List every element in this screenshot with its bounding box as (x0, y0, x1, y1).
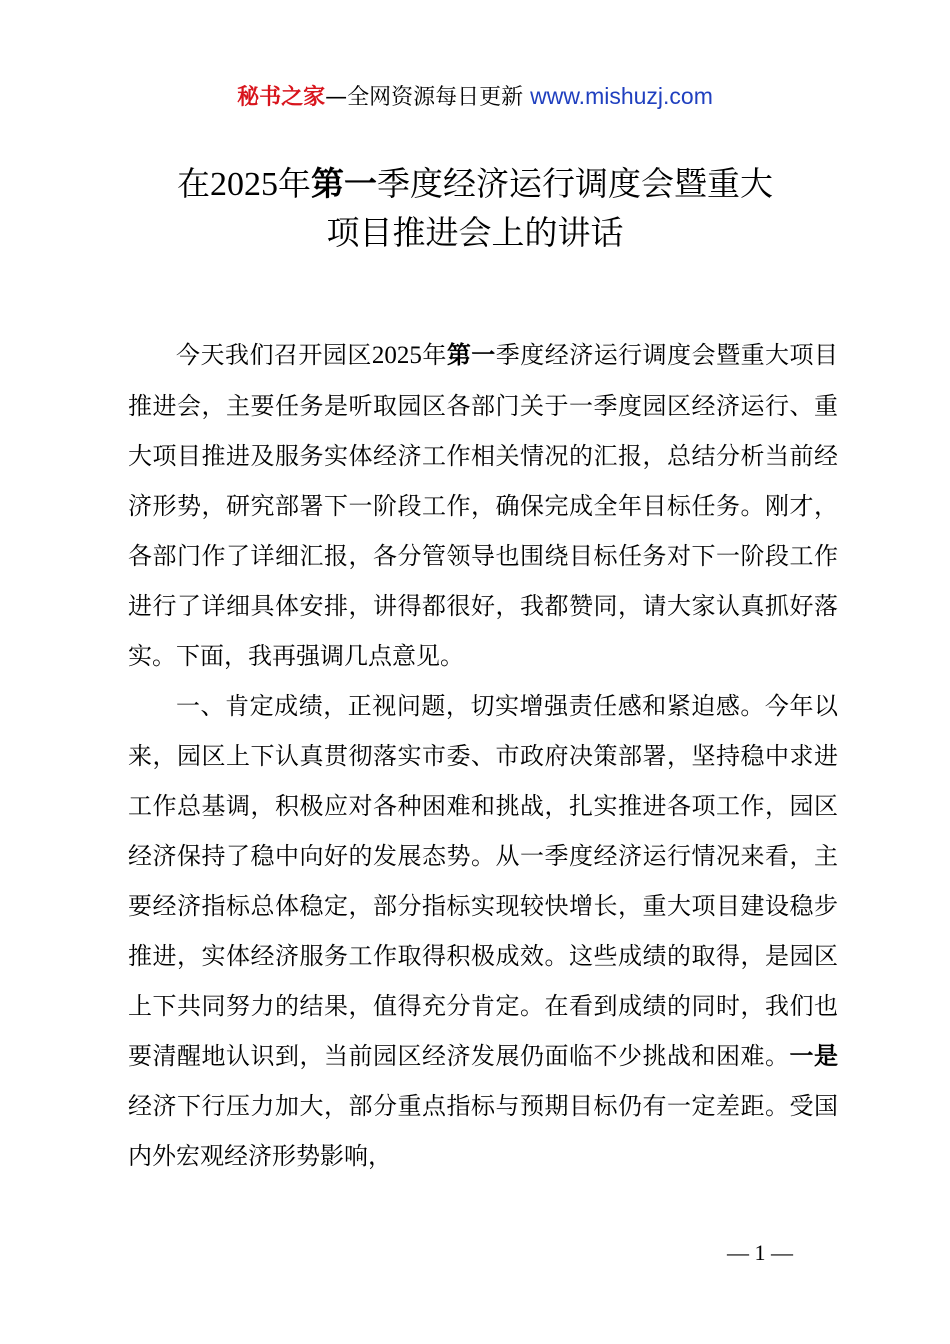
paragraph-year: 2025 (371, 342, 422, 369)
title-text: 年 (278, 164, 311, 203)
title-line-1 (0, 160, 950, 209)
site-header (0, 80, 950, 114)
title-line-2: 项目推进会上的讲话 (326, 213, 624, 252)
paragraph-text: 经济下行压力加大，部分重点指标与预期目标仍有一定差距。受国内外宏观经济形势影响， (128, 1092, 838, 1170)
paragraph-text: 年 (421, 341, 447, 369)
title-text: 季度经济运行调度会暨重大 (377, 164, 773, 203)
site-url-link[interactable]: www.mishuzj.com (530, 83, 713, 109)
paragraph-text: 季度经济运行调度会暨重大项目推进会，主要任务是听取园区各部门关于一季度园区经济运行、重大项目推进及服务实体经济工作相关情况的汇报，总结分析当前经济形势，研究部署下一阶段工作，确保完成全年目标任务。刚才，各部门作了详细汇报，各分管领导也围绕目标任务对下一阶段工作进行了详细具体安排，讲得都很好，我都赞同，请大家认真抓好落实。下面，我再强调几点意见。 (128, 341, 839, 670)
section-heading: 一、肯定成绩，正视问题，切实增强责任感和紧迫感。 (176, 692, 765, 720)
title-bold-text: 第一 (311, 164, 377, 203)
paragraph-text: 今年以来，园区上下认真贯彻落实市委、市政府决策部署，坚持稳中求进工作总基调，积极应对各种困难和挑战，扎实推进各项工作，园区经济保持了稳中向好的发展态势。从一季度经济运行情况来看，主要经济指标总体稳定，部分指标实现较快增长，重大项目建设稳步推进，实体经济服务工作取得积极成效。这些成绩的取得，是园区上下共同努力的结果，值得充分肯定。在看到成绩的同时，我们也要清醒地认识到，当前园区经济发展仍面临不少挑战和困难。 (128, 692, 838, 1070)
title-text: 在 (177, 164, 210, 203)
paragraph-bold-text: 第一 (446, 341, 496, 369)
document-body (128, 330, 838, 1181)
brand-name: 秘书之家 (237, 85, 326, 110)
paragraph-section-one (128, 681, 838, 1181)
title-year: 2025 (210, 166, 278, 203)
paragraph-intro (128, 330, 838, 681)
paragraph-bold-text: 一是 (789, 1042, 838, 1070)
paragraph-text: 今天我们召开园区 (176, 341, 372, 369)
header-tagline: —全网资源每日更新 (325, 85, 531, 110)
page-number: — 1 — (727, 1240, 793, 1265)
document-title (0, 160, 950, 257)
